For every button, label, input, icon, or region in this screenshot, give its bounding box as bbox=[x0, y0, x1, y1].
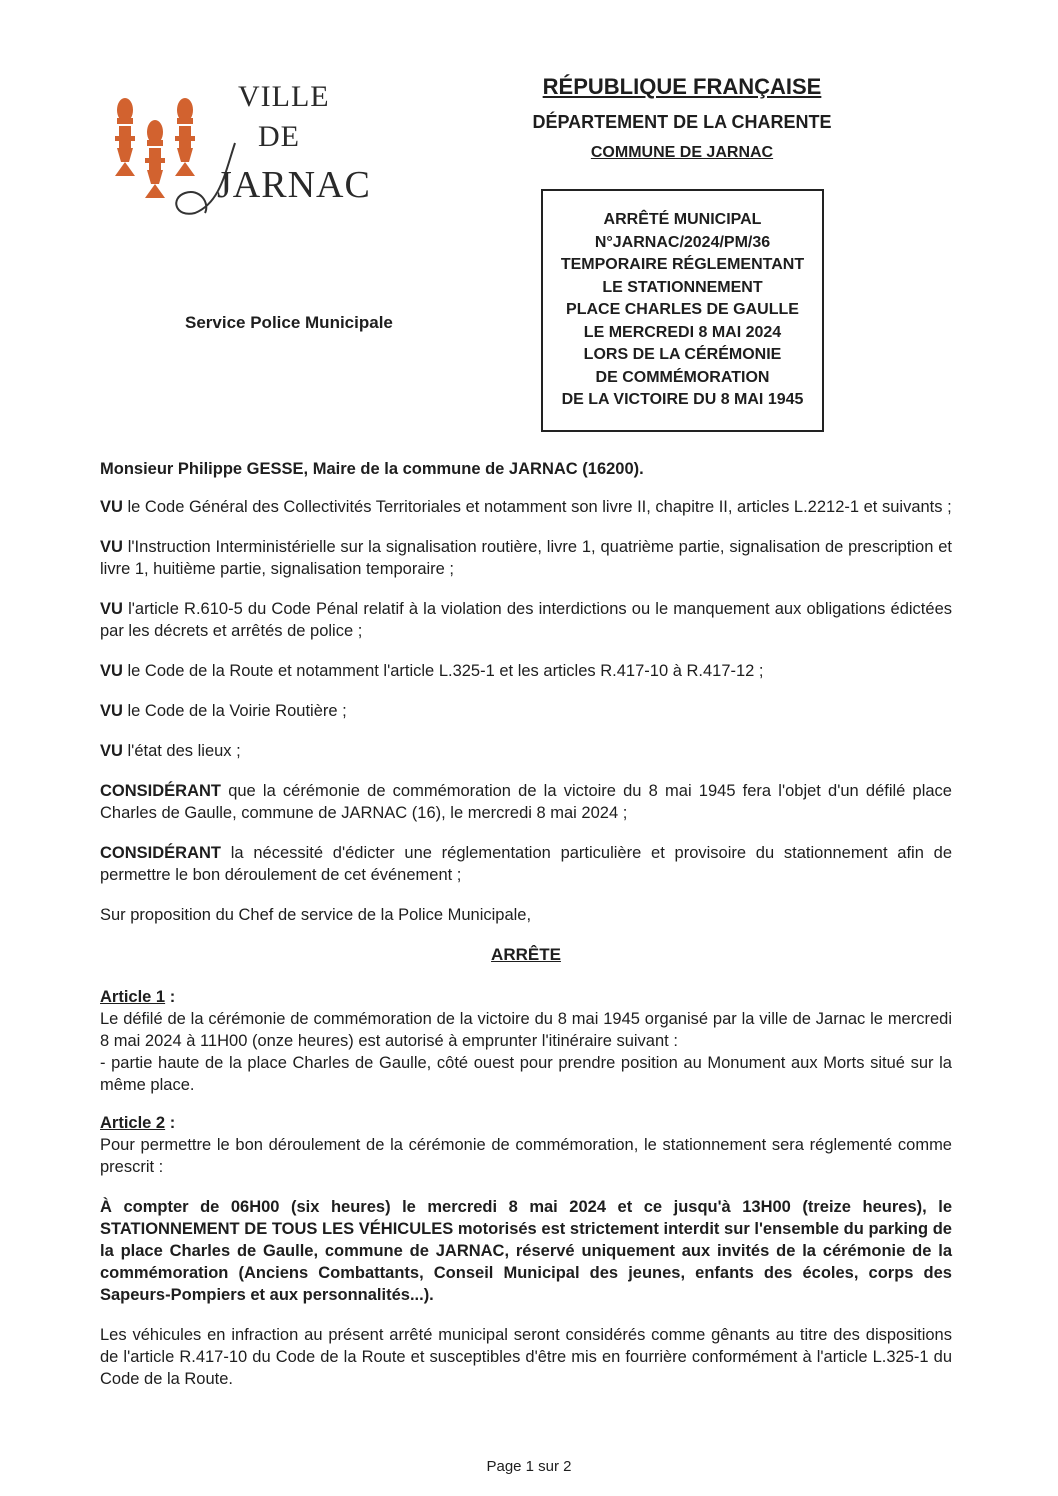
title-line: DE LA VICTOIRE DU 8 MAI 1945 bbox=[561, 391, 804, 409]
considerant-lead: CONSIDÉRANT bbox=[100, 844, 222, 862]
vu-text: l'article R.610-5 du Code Pénal relatif à la violation des interdictions ou le manquement aux obligations édictées par les décrets et arrêtés de police ; bbox=[100, 600, 952, 640]
commune-heading: COMMUNE DE JARNAC bbox=[590, 144, 774, 161]
title-line: N°JARNAC/2024/PM/36 bbox=[594, 233, 771, 251]
title-line: LE MERCREDI 8 MAI 2024 bbox=[583, 323, 782, 341]
vu-paragraph bbox=[100, 700, 952, 722]
article-1-colon: : bbox=[165, 988, 176, 1006]
title-line: DE COMMÉMORATION bbox=[595, 368, 770, 386]
service-label: Service Police Municipale bbox=[185, 313, 393, 332]
article-2 bbox=[100, 1112, 952, 1390]
arrete-title-box bbox=[541, 189, 824, 432]
article-2-penalty: Les véhicules en infraction au présent arrêté municipal seront considérés comme gênants au titre des dispositions de l'article R.417-10 du Code de la Route et susceptibles d'être mis en fourrière conformément à l'article L.325-1 du Code de la Route. bbox=[100, 1326, 952, 1388]
vu-lead: VU bbox=[100, 742, 123, 760]
considerant-paragraph bbox=[100, 780, 952, 824]
article-2-title: Article 2 bbox=[100, 1114, 166, 1132]
logo-de-text: DE bbox=[258, 120, 300, 153]
title-line: ARRÊTÉ MUNICIPAL bbox=[603, 211, 762, 229]
vu-paragraph bbox=[100, 598, 952, 642]
title-line: LORS DE LA CÉRÉMONIE bbox=[583, 346, 782, 364]
vu-lead: VU bbox=[100, 538, 123, 556]
town-logo bbox=[105, 78, 385, 228]
document-body bbox=[100, 458, 952, 1408]
vu-text: l'état des lieux ; bbox=[122, 742, 241, 760]
republique-heading: RÉPUBLIQUE FRANÇAISE bbox=[542, 74, 822, 99]
vu-paragraph bbox=[100, 536, 952, 580]
article-1 bbox=[100, 986, 952, 1096]
vu-paragraph bbox=[100, 496, 952, 518]
vu-paragraph bbox=[100, 740, 952, 762]
considerant-text: que la cérémonie de commémoration de la victoire du 8 mai 1945 fera l'objet d'un défilé place Charles de Gaulle, commune de JARNAC (16), le mercredi 8 mai 2024 ; bbox=[100, 782, 952, 822]
article-2-text: Pour permettre le bon déroulement de la cérémonie de commémoration, le stationnement sera réglementé comme prescrit : bbox=[100, 1136, 952, 1176]
vu-lead: VU bbox=[100, 702, 123, 720]
arrete-heading: ARRÊTE bbox=[491, 945, 561, 964]
mayor-line: Monsieur Philippe GESSE, Maire de la commune de JARNAC (16200). bbox=[100, 460, 644, 478]
logo-jarnac-text: JARNAC bbox=[217, 164, 371, 206]
article-2-prohibition: À compter de 06H00 (six heures) le mercredi 8 mai 2024 et ce jusqu'à 13H00 (treize heures), le STATIONNEMENT DE TOUS LES VÉHICULES motorisés est strictement interdit sur l'ensemble du parking de la place Charles de Gaulle, commune de JARNAC, réservé uniquement aux invités de la cérémonie de la commémoration (Anciens Combattants, Conseil Municipal des jeunes, enfants des écoles, corps des Sapeurs-Pompiers et aux personnalités...). bbox=[100, 1198, 952, 1304]
article-1-heading bbox=[100, 986, 952, 1008]
title-line: TEMPORAIRE RÉGLEMENTANT bbox=[560, 256, 805, 274]
vu-text: l'Instruction Interministérielle sur la signalisation routière, livre 1, quatrième partie, signalisation de prescription et livre 1, huitième partie, signalisation temporaire ; bbox=[100, 538, 952, 578]
vu-lead: VU bbox=[100, 662, 123, 680]
vu-paragraph bbox=[100, 660, 952, 682]
logo-ville-text: VILLE bbox=[238, 80, 330, 113]
vu-lead: VU bbox=[100, 600, 123, 618]
title-line: LE STATIONNEMENT bbox=[602, 278, 763, 296]
considerant-lead: CONSIDÉRANT bbox=[100, 782, 222, 800]
proposition-line: Sur proposition du Chef de service de la Police Municipale, bbox=[100, 906, 532, 924]
article-1-text: Le défilé de la cérémonie de commémoration de la victoire du 8 mai 1945 organisé par la ville de Jarnac le mercredi 8 mai 2024 à 11H00 (onze heures) est autorisé à emprunter l'itinéraire suivant : bbox=[100, 1010, 952, 1050]
article-2-heading bbox=[100, 1112, 952, 1134]
vu-text: le Code de la Route et notamment l'article L.325-1 et les articles R.417-10 à R.417-12 ; bbox=[122, 662, 764, 680]
considerant-text: la nécessité d'édicter une réglementation particulière et provisoire du stationnement afin de permettre le bon déroulement de cet événement ; bbox=[100, 844, 952, 884]
article-2-colon: : bbox=[165, 1114, 176, 1132]
considerant-paragraph bbox=[100, 842, 952, 886]
article-1-item: - partie haute de la place Charles de Gaulle, côté ouest pour prendre position au Monument aux Morts situé sur la même place. bbox=[100, 1054, 952, 1094]
title-line: PLACE CHARLES DE GAULLE bbox=[566, 301, 799, 319]
departement-heading: DÉPARTEMENT DE LA CHARENTE bbox=[532, 112, 832, 132]
article-1-title: Article 1 bbox=[100, 988, 166, 1006]
vu-lead: VU bbox=[100, 498, 123, 516]
page-number: Page 1 sur 2 bbox=[486, 1458, 572, 1475]
vu-text: le Code de la Voirie Routière ; bbox=[122, 702, 347, 720]
vu-text: le Code Général des Collectivités Territoriales et notamment son livre II, chapitre II, articles L.2212-1 et suivants ; bbox=[122, 498, 952, 516]
